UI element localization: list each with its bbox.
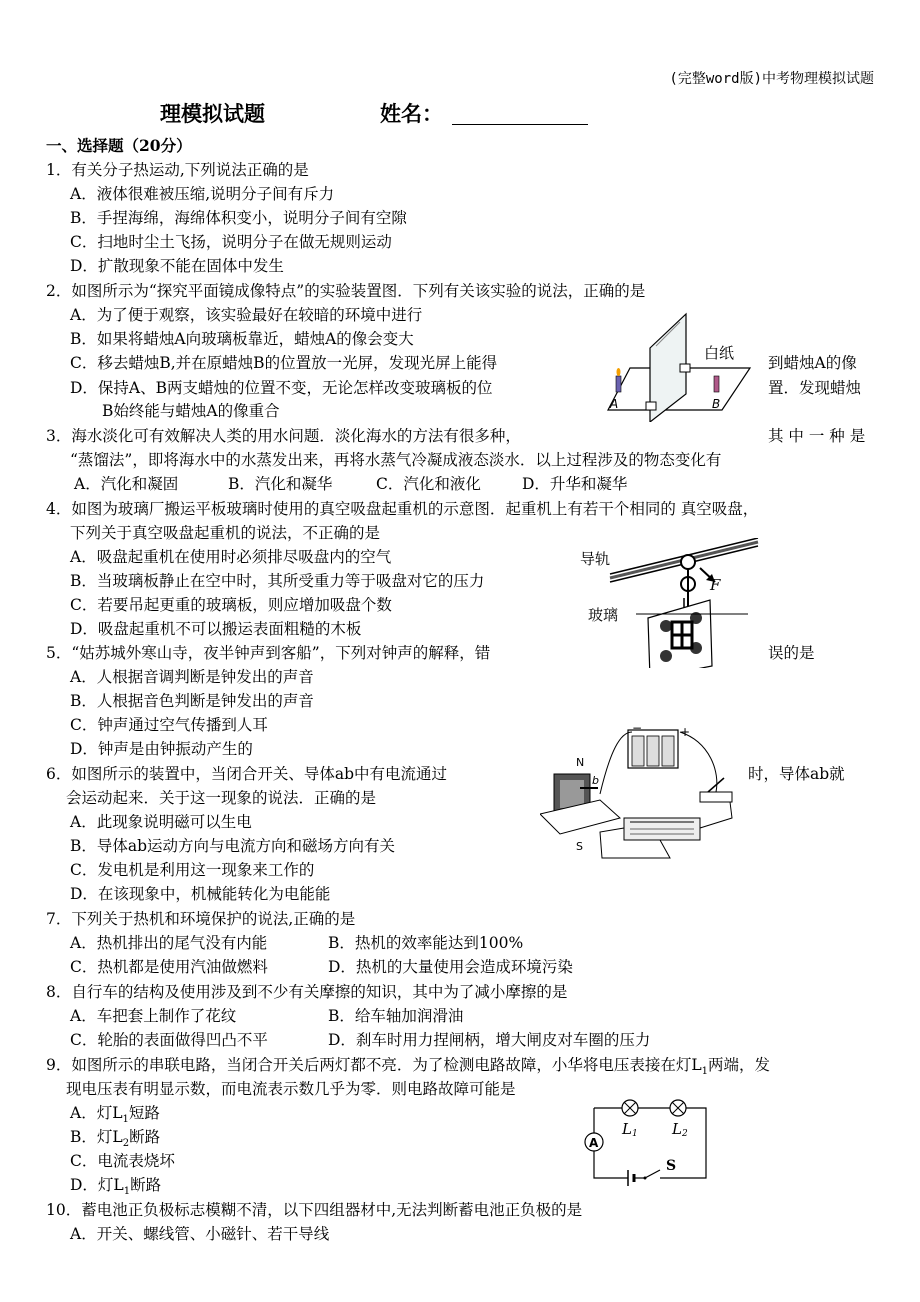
q3-option-b: B．汽化和凝华 <box>228 475 333 493</box>
switch-label: S <box>666 1158 677 1174</box>
q7-option-c: C．热机都是使用汽油做燃料 <box>70 958 268 976</box>
q10-stem: 10．蓄电池正负极标志模糊不清，以下四组器材中,无法判断蓄电池正负极的是 <box>46 1201 583 1219</box>
q8-option-b: B．给车轴加润滑油 <box>328 1007 464 1025</box>
q6-stem: 6．如图所示的装置中，当闭合开关、导体ab中有电流通过 <box>46 765 448 783</box>
page-header: (完整word版)中考物理模拟试题 <box>669 71 874 87</box>
q6-option-c: C．发电机是利用这一现象来工作的 <box>70 861 315 879</box>
lamp-2-label: L2 <box>672 1120 688 1139</box>
q4-option-d: D．吸盘起重机不可以搬运表面粗糙的木板 <box>70 620 362 638</box>
q7-option-b: B．热机的效率能达到100% <box>328 934 524 952</box>
q6-option-d: D．在该现象中，机械能转化为电能能 <box>70 885 331 903</box>
q3-stem-cont: 其 中 一 种 是 <box>768 427 866 445</box>
q5-option-d: D．钟声是由钟振动产生的 <box>70 740 253 758</box>
q3-stem: 3．海水淡化可有效解决人类的用水问题．淡化海水的方法有很多种， <box>46 427 521 445</box>
fig-label-a: A <box>610 397 619 411</box>
q4-stem: 4．如图为玻璃厂搬运平板玻璃时使用的真空吸盘起重机的示意图．起重机上有若干个相同的 真空吸盘， <box>46 500 759 518</box>
q2-option-a: A．为了便于观察，该实验最好在较暗的环境中进行 <box>70 306 423 324</box>
q7-option-a: A．热机排出的尾气没有内能 <box>70 934 268 952</box>
q2-option-d: D．保持A、B两支蜡烛的位置不变，无论怎样改变玻璃板的位 <box>70 379 493 397</box>
q6-stem-cont: 时，导体ab就 <box>748 765 845 783</box>
q4-option-c: C．若要吊起更重的玻璃板，则应增加吸盘个数 <box>70 596 392 614</box>
section-heading: 一、选择题（20分） <box>46 136 192 155</box>
name-blank <box>452 124 588 125</box>
ammeter-label: A <box>589 1136 599 1150</box>
q8-option-c: C．轮胎的表面做得凹凸不平 <box>70 1031 268 1049</box>
q10-option-a: A．开关、螺线管、小磁针、若干导线 <box>70 1225 330 1243</box>
q6-option-a: A．此现象说明磁可以生电 <box>70 813 252 831</box>
lamp-1-label: L1 <box>622 1120 638 1139</box>
q1-option-a: A．液体很难被压缩,说明分子间有斥力 <box>70 185 335 203</box>
q2-option-c: C．移去蜡烛B,并在原蜡烛B的位置放一光屏，发现光屏上能得 <box>70 354 498 372</box>
page-title: 理模拟试题 <box>160 102 265 126</box>
q8-option-a: A．车把套上制作了花纹 <box>70 1007 237 1025</box>
q4-stem-line2: 下列关于真空吸盘起重机的说法，不正确的是 <box>70 524 381 542</box>
q9-option-d: D．灯$L_1$断路 <box>70 1176 162 1198</box>
vacuum-crane-figure <box>580 538 760 668</box>
fig-label-conductor: b <box>592 774 599 787</box>
fig-label-south: S <box>576 840 583 853</box>
q1-option-b: B．手捏海绵，海绵体积变小，说明分子间有空隙 <box>70 209 407 227</box>
fig-label-paper: 白纸 <box>704 344 735 362</box>
q7-stem: 7．下列关于热机和环境保护的说法,正确的是 <box>46 910 356 928</box>
fig-label-rail: 导轨 <box>580 550 611 568</box>
q3-stem-line2: “蒸馏法”，即将海水中的水蒸发出来，再将水蒸气冷凝成液态淡水．以上过程涉及的物态变化有 <box>70 451 722 469</box>
q1-stem: 1．有关分子热运动,下列说法正确的是 <box>46 161 309 179</box>
q9-stem: 9．如图所示的串联电路，当闭合开关后两灯都不亮．为了检测电路故障，小华将电压表接在灯$L_1$两端，发 <box>46 1056 771 1078</box>
battery-minus: − <box>632 722 643 735</box>
battery-plus: + <box>680 725 691 739</box>
fig-label-glass: 玻璃 <box>588 606 619 624</box>
q6-stem-line2: 会运动起来．关于这一现象的说法．正确的是 <box>66 789 377 807</box>
q2-option-b: B．如果将蜡烛A向玻璃板靠近，蜡烛A的像会变大 <box>70 330 414 348</box>
q1-option-c: C．扫地时尘土飞扬，说明分子在做无规则运动 <box>70 233 392 251</box>
q2-option-d-line2: B始终能与蜡烛A的像重合 <box>102 402 280 420</box>
motor-experiment-figure <box>540 722 740 864</box>
q9-option-c: C．电流表烧坏 <box>70 1152 175 1170</box>
q4-option-a: A．吸盘起重机在使用时必须排尽吸盘内的空气 <box>70 548 392 566</box>
q9-option-a: A．灯$L_1$短路 <box>70 1104 160 1126</box>
q5-option-a: A．人根据音调判断是钟发出的声音 <box>70 668 314 686</box>
q4-option-b: B．当玻璃板静止在空中时，其所受重力等于吸盘对它的压力 <box>70 572 485 590</box>
q5-option-c: C．钟声通过空气传播到人耳 <box>70 716 268 734</box>
q5-option-b: B．人根据音色判断是钟发出的声音 <box>70 692 314 710</box>
q9-option-b: B．灯$L_2$断路 <box>70 1128 161 1150</box>
q2-stem: 2．如图所示为“探究平面镜成像特点”的实验装置图．下列有关该实验的说法，正确的是 <box>46 282 646 300</box>
q5-stem: 5．“姑苏城外寒山寺，夜半钟声到客船”，下列对钟声的解释，错 <box>46 644 491 662</box>
q6-option-b: B．导体ab运动方向与电流方向和磁场方向有关 <box>70 837 396 855</box>
series-circuit-figure <box>582 1098 712 1188</box>
q8-stem: 8．自行车的结构及使用涉及到不少有关摩擦的知识，其中为了减小摩擦的是 <box>46 983 568 1001</box>
fig-label-north: N <box>576 756 585 769</box>
fig-label-b: B <box>712 397 721 411</box>
q3-option-c: C．汽化和液化 <box>376 475 481 493</box>
q3-option-a: A．汽化和凝固 <box>74 475 179 493</box>
name-label: 姓名： <box>380 102 443 126</box>
q3-option-d: D．升华和凝华 <box>522 475 628 493</box>
fig-label-force: F <box>710 576 721 594</box>
q7-option-d: D．热机的大量使用会造成环境污染 <box>328 958 573 976</box>
q1-option-d: D．扩散现象不能在固体中发生 <box>70 257 284 275</box>
q8-option-d: D．刹车时用力捏闸柄，增大闸皮对车圈的压力 <box>328 1031 651 1049</box>
q2-option-c-cont: 到蜡烛A的像 <box>768 354 857 372</box>
q9-stem-line2: 现电压表有明显示数，而电流表示数几乎为零．则电路故障可能是 <box>66 1080 516 1098</box>
q2-option-d-cont: 置．发现蜡烛 <box>768 379 862 397</box>
q5-stem-cont: 误的是 <box>768 644 815 662</box>
mirror-experiment-figure <box>600 310 760 422</box>
